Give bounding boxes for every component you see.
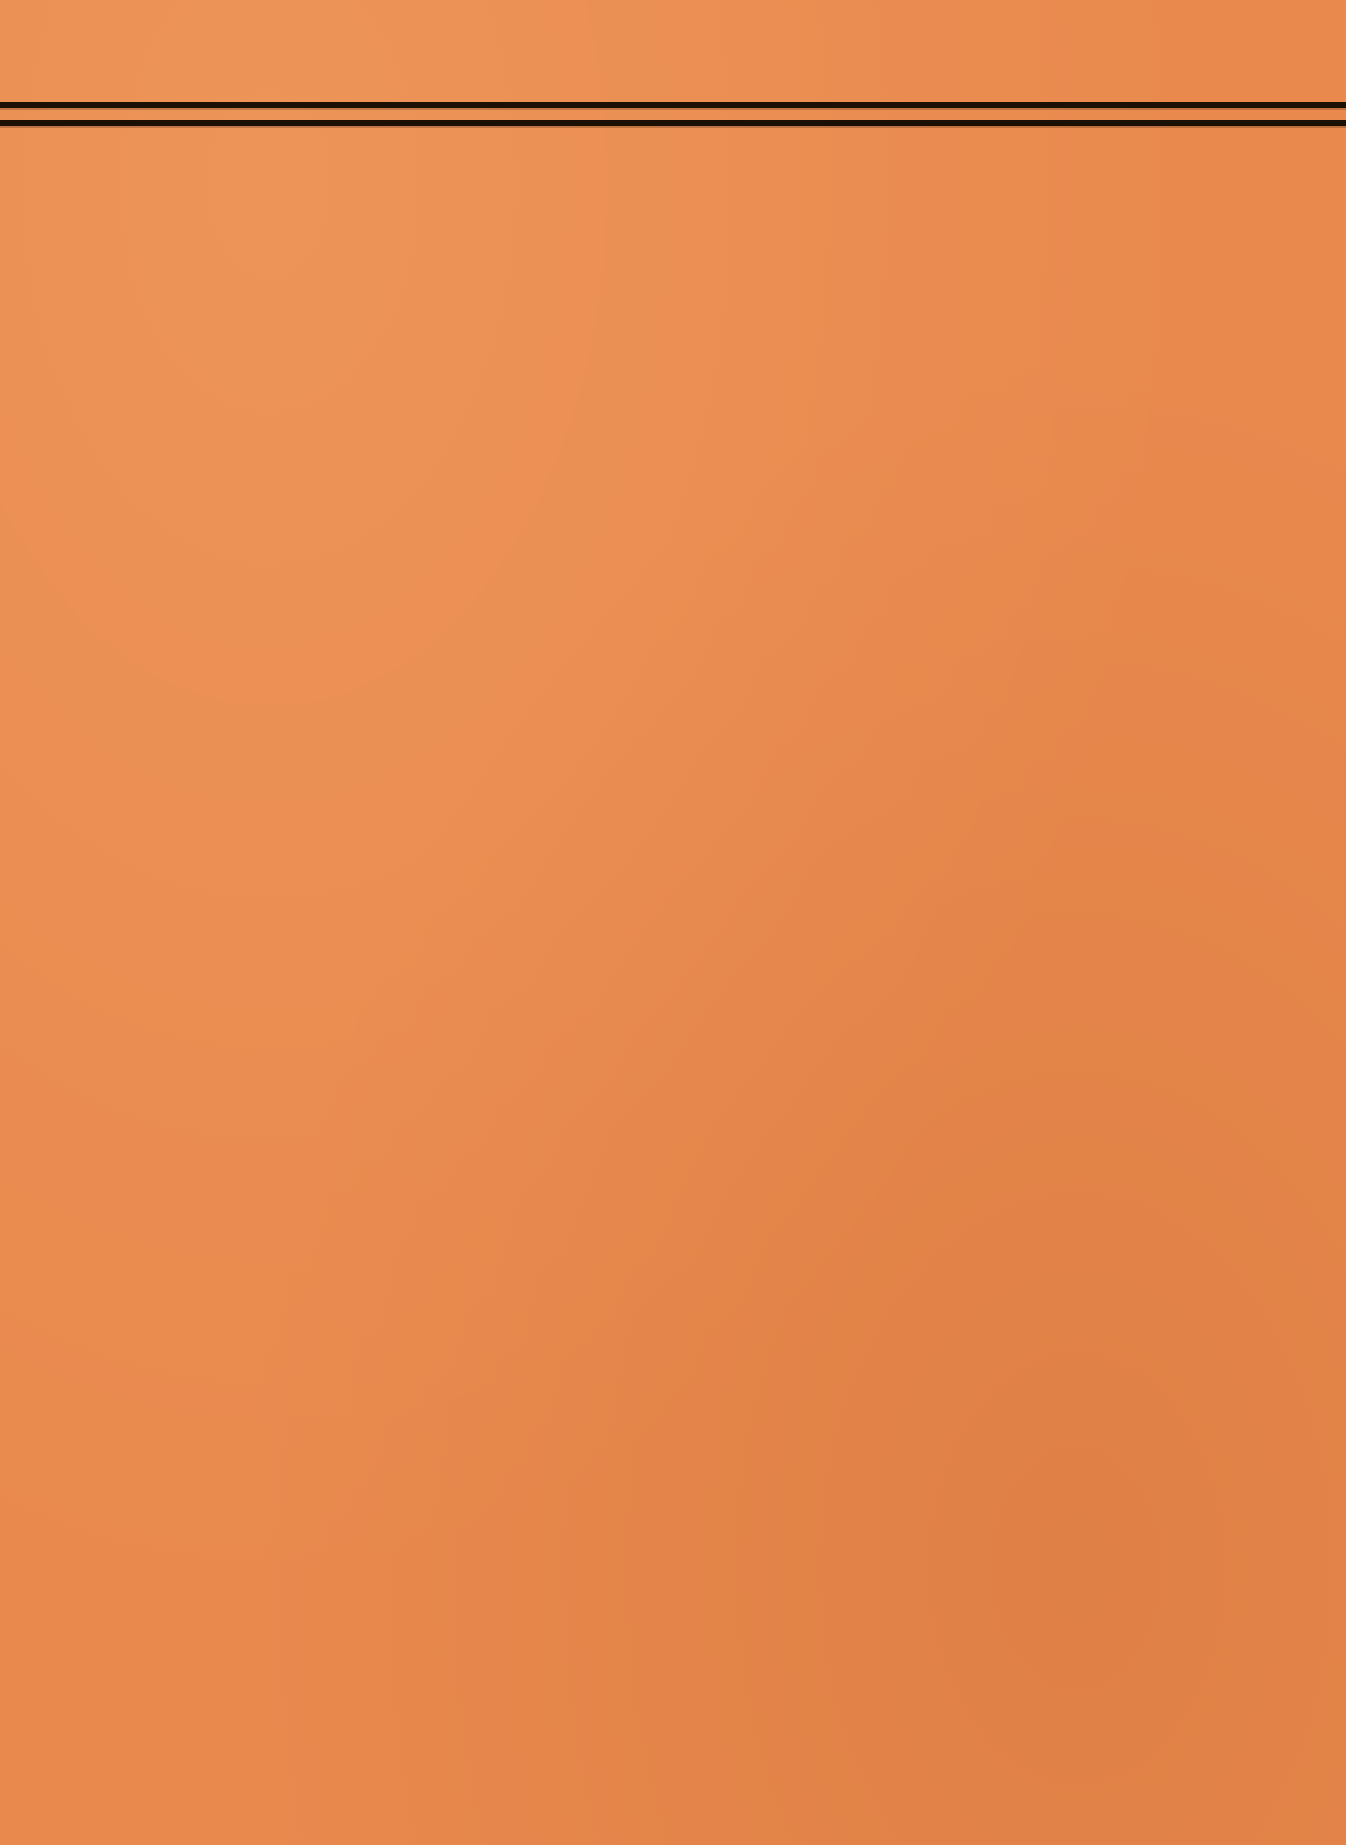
months-bottom-section: [0, 126, 1346, 134]
page-title: [0, 0, 1346, 86]
bottom-margin: [0, 134, 1346, 186]
months-top-section: [0, 108, 1346, 116]
